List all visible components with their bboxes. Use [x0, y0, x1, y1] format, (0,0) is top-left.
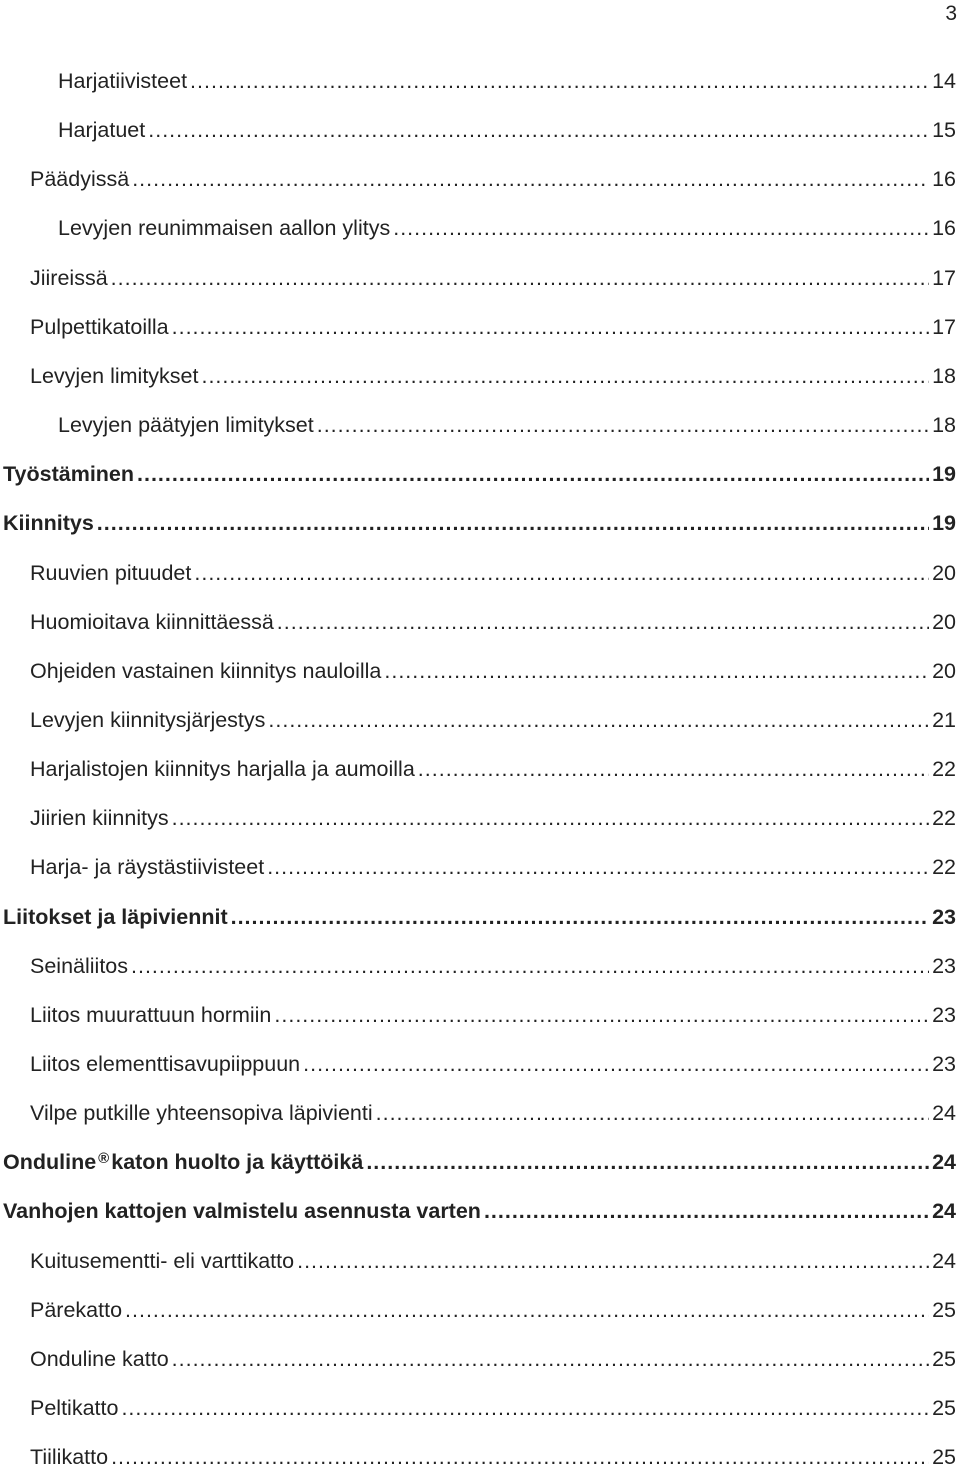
toc-entry-page: 22 — [932, 855, 956, 879]
dot-leader — [97, 508, 929, 538]
toc-entry[interactable] — [0, 558, 956, 588]
dot-leader — [418, 754, 929, 784]
toc-entry-page: 15 — [932, 118, 956, 142]
toc-entry[interactable] — [0, 1000, 956, 1030]
toc-entry-title: Kiinnitys — [3, 511, 94, 535]
toc-entry-title: Liitokset ja läpiviennit — [3, 905, 228, 929]
dot-leader — [111, 1442, 929, 1472]
toc-entry-title: Jiireissä — [30, 266, 108, 290]
toc-entry[interactable] — [0, 508, 956, 538]
toc-entry[interactable] — [0, 951, 956, 981]
dot-leader — [297, 1246, 929, 1276]
toc-entry[interactable] — [0, 1393, 956, 1423]
toc-entry-title: Liitos muurattuun hormiin — [30, 1003, 272, 1027]
toc-entry-page: 24 — [932, 1249, 956, 1273]
toc-entry-title: Huomioitava kiinnittäessä — [30, 610, 274, 634]
dot-leader — [268, 705, 929, 735]
toc-entry-page: 23 — [932, 1003, 956, 1027]
toc-entry[interactable] — [0, 115, 956, 145]
registered-mark: ® — [98, 1150, 110, 1167]
toc-entry-page: 22 — [932, 806, 956, 830]
toc-entry-page: 25 — [932, 1298, 956, 1322]
toc-entry-title: Levyjen kiinnitysjärjestys — [30, 708, 266, 732]
toc-entry-title: Liitos elementtisavupiippuun — [30, 1052, 301, 1076]
dot-leader — [125, 1295, 929, 1325]
dot-leader — [393, 213, 929, 243]
toc-entry-title: Onduline katto — [30, 1347, 169, 1371]
dot-leader — [172, 1344, 929, 1374]
toc-entry-title: Harjatuet — [58, 118, 146, 142]
toc-entry-page: 25 — [932, 1396, 956, 1420]
toc-entry-page: 22 — [932, 757, 956, 781]
toc-entry[interactable] — [0, 1049, 956, 1079]
toc-entry[interactable] — [0, 66, 956, 96]
toc-entry-page: 24 — [932, 1150, 956, 1174]
dot-leader — [190, 66, 929, 96]
toc-entry[interactable] — [0, 312, 956, 342]
toc-entry[interactable] — [0, 1147, 956, 1177]
toc-entry-title: Vilpe putkille yhteensopiva läpivienti — [30, 1101, 373, 1125]
toc-entry-title: Onduline — [3, 1150, 97, 1174]
dot-leader — [201, 361, 929, 391]
toc-entry-page: 23 — [932, 1052, 956, 1076]
toc-entry-page: 19 — [932, 511, 956, 535]
dot-leader — [303, 1049, 929, 1079]
toc-entry-title: Vanhojen kattojen valmistelu asennusta varten — [3, 1199, 481, 1223]
dot-leader — [231, 902, 929, 932]
toc-entry[interactable] — [0, 803, 956, 833]
toc-entry-page: 21 — [932, 708, 956, 732]
toc-entry[interactable] — [0, 263, 956, 293]
toc-entry[interactable] — [0, 607, 956, 637]
toc-entry[interactable] — [0, 705, 956, 735]
dot-leader — [267, 852, 929, 882]
toc-entry-page: 16 — [932, 216, 956, 240]
toc-entry-title: Pulpettikatoilla — [30, 315, 169, 339]
dot-leader — [194, 558, 929, 588]
toc-entry[interactable] — [0, 902, 956, 932]
toc-entry-title: Jiirien kiinnitys — [30, 806, 169, 830]
dot-leader — [121, 1393, 929, 1423]
dot-leader — [131, 951, 929, 981]
toc-entry-page: 20 — [932, 659, 956, 683]
toc-entry-page: 19 — [932, 462, 956, 486]
toc-entry-page: 24 — [932, 1199, 956, 1223]
dot-leader — [274, 1000, 929, 1030]
toc-entry-page: 17 — [932, 266, 956, 290]
toc-entry-title: Kuitusementti- eli varttikatto — [30, 1249, 295, 1273]
dot-leader — [366, 1147, 929, 1177]
toc-entry[interactable] — [0, 1295, 956, 1325]
toc-entry-page: 14 — [932, 69, 956, 93]
toc-entry[interactable] — [0, 1344, 956, 1374]
toc-entry-title: Harjalistojen kiinnitys harjalla ja aumoilla — [30, 757, 415, 781]
toc-entry[interactable] — [0, 852, 956, 882]
toc-entry-title: Työstäminen — [3, 462, 135, 486]
dot-leader — [172, 803, 929, 833]
toc-entry-title: Harja- ja räystästiivisteet — [30, 855, 265, 879]
toc-entry-page: 25 — [932, 1347, 956, 1371]
page-number: 3 — [945, 2, 957, 25]
toc-entry-title: Seinäliitos — [30, 954, 128, 978]
toc-entry-title: Päädyissä — [30, 167, 130, 191]
dot-leader — [148, 115, 929, 145]
toc-entry-page: 23 — [932, 954, 956, 978]
dot-leader — [277, 607, 929, 637]
toc-entry-title: Ruuvien pituudet — [30, 561, 192, 585]
dot-leader — [317, 410, 929, 440]
toc-entry-page: 16 — [932, 167, 956, 191]
toc-entry[interactable] — [0, 1442, 956, 1472]
toc-entry-page: 25 — [932, 1445, 956, 1469]
dot-leader — [137, 459, 929, 489]
toc-entry[interactable] — [0, 410, 956, 440]
toc-entry[interactable] — [0, 1246, 956, 1276]
toc-entry-title: Harjatiivisteet — [58, 69, 188, 93]
dot-leader — [132, 164, 929, 194]
toc-entry[interactable] — [0, 754, 956, 784]
toc-entry-title: Tiilikatto — [30, 1445, 109, 1469]
toc-entry-page: 20 — [932, 561, 956, 585]
toc-entry-page: 23 — [932, 905, 956, 929]
dot-leader — [111, 263, 929, 293]
dot-leader — [172, 312, 929, 342]
toc-entry-title: Levyjen päätyjen limitykset — [58, 413, 314, 437]
toc-entry-title: Pärekatto — [30, 1298, 123, 1322]
toc-entry-title: Peltikatto — [30, 1396, 119, 1420]
toc-entry-page: 17 — [932, 315, 956, 339]
toc-entry[interactable] — [0, 459, 956, 489]
toc-entry[interactable] — [0, 164, 956, 194]
toc-entry-page: 24 — [932, 1101, 956, 1125]
toc-entry-title: Levyjen limitykset — [30, 364, 199, 388]
toc-entry[interactable] — [0, 1098, 956, 1128]
toc-entry[interactable] — [0, 1196, 956, 1226]
toc-entry-page: 18 — [932, 413, 956, 437]
toc-entry-title: Levyjen reunimmaisen aallon ylitys — [58, 216, 391, 240]
dot-leader — [376, 1098, 929, 1128]
toc-entry[interactable] — [0, 361, 956, 391]
toc-entry-page: 20 — [932, 610, 956, 634]
toc-entry-page: 18 — [932, 364, 956, 388]
toc-entry[interactable] — [0, 656, 956, 686]
dot-leader — [384, 656, 929, 686]
toc-entry[interactable] — [0, 213, 956, 243]
toc-entry-title: Ohjeiden vastainen kiinnitys nauloilla — [30, 659, 382, 683]
toc-entry-title-rest: katon huolto ja käyttöikä — [111, 1150, 364, 1174]
dot-leader — [484, 1196, 929, 1226]
